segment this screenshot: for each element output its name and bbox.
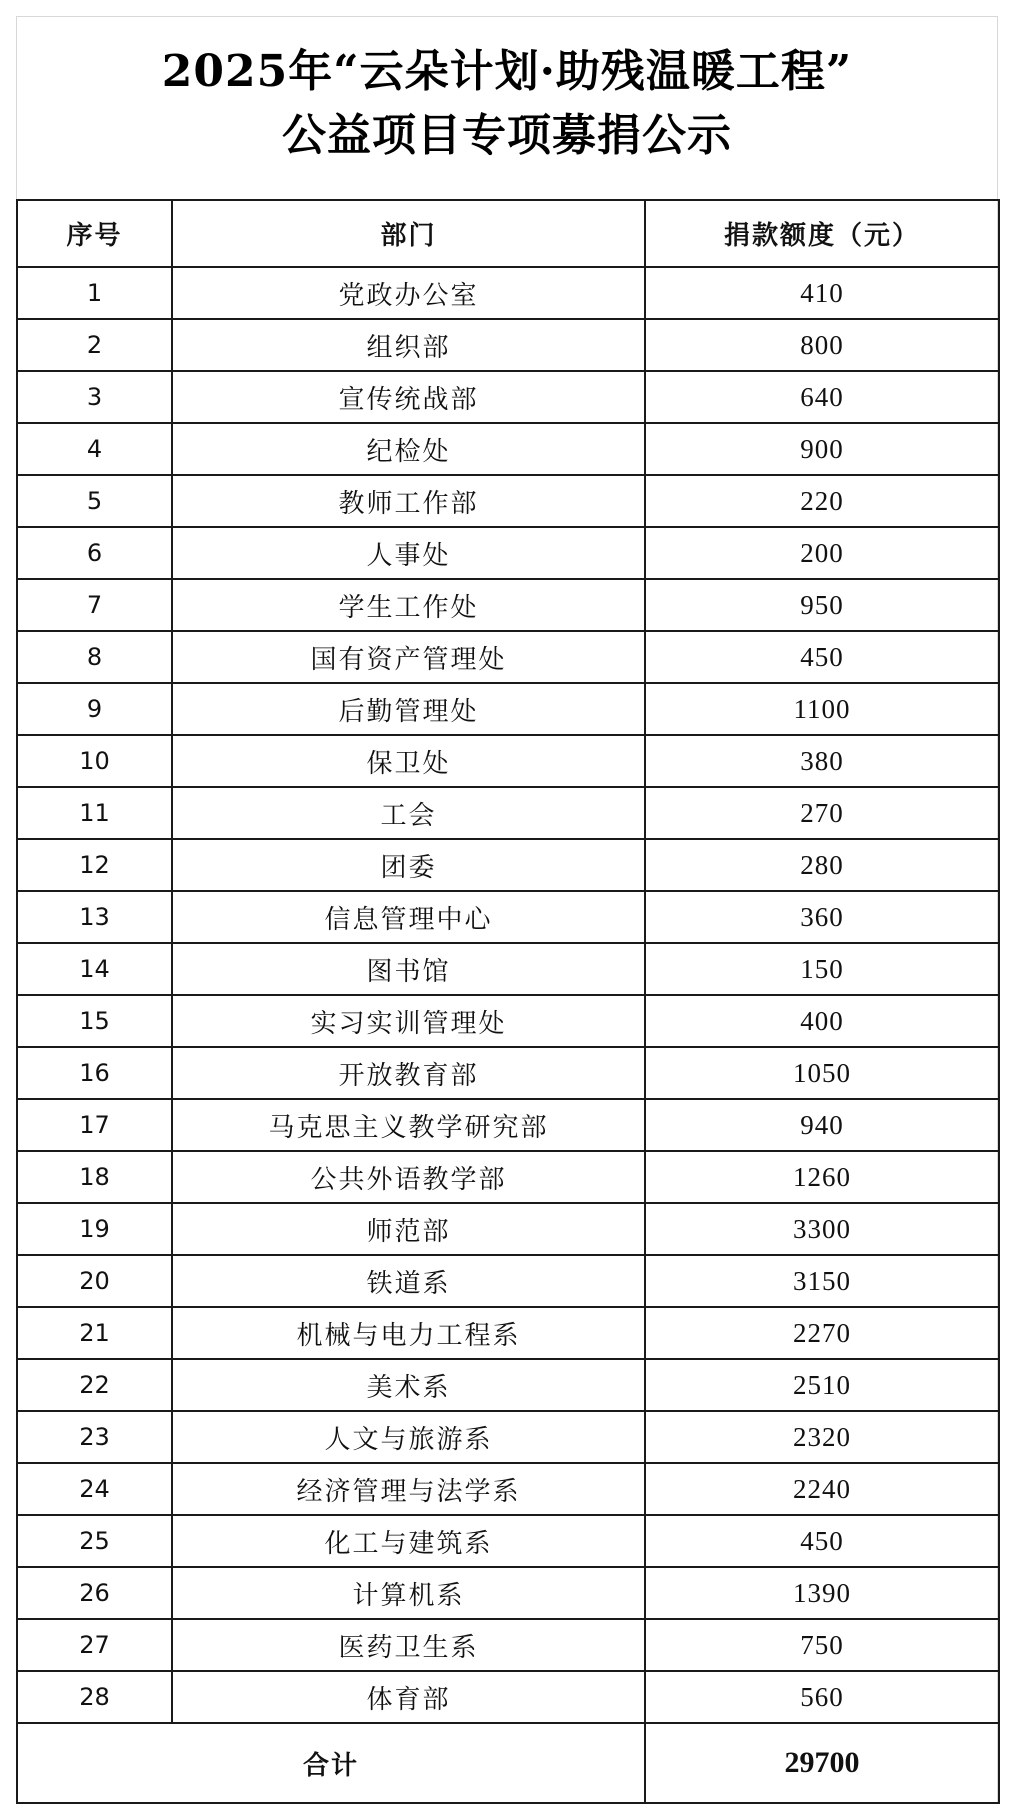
- row-department: 体育部: [172, 1671, 645, 1723]
- row-amount: 940: [645, 1099, 999, 1151]
- document-title: [17, 40, 997, 168]
- row-index: 27: [17, 1619, 172, 1671]
- row-department: 铁道系: [172, 1255, 645, 1307]
- row-index: 3: [17, 371, 172, 423]
- row-amount: 380: [645, 735, 999, 787]
- row-index: 4: [17, 423, 172, 475]
- row-department: 实习实训管理处: [172, 995, 645, 1047]
- row-department: 组织部: [172, 319, 645, 371]
- row-department: 后勤管理处: [172, 683, 645, 735]
- title-line-2: 公益项目专项募捐公示: [282, 110, 732, 161]
- row-department: 马克思主义教学研究部: [172, 1099, 645, 1151]
- row-amount: 1050: [645, 1047, 999, 1099]
- table-row: [17, 683, 999, 735]
- row-amount: 1100: [645, 683, 999, 735]
- row-department: 经济管理与法学系: [172, 1463, 645, 1515]
- row-index: 25: [17, 1515, 172, 1567]
- row-index: 1: [17, 267, 172, 319]
- row-department: 信息管理中心: [172, 891, 645, 943]
- row-amount: 150: [645, 943, 999, 995]
- table-row: [17, 1099, 999, 1151]
- table-row: [17, 267, 999, 319]
- table-header-row: [17, 200, 999, 267]
- table-row: [17, 1567, 999, 1619]
- table-row: [17, 1307, 999, 1359]
- row-amount: 900: [645, 423, 999, 475]
- row-amount: 400: [645, 995, 999, 1047]
- total-amount: 29700: [645, 1723, 999, 1803]
- row-index: 7: [17, 579, 172, 631]
- row-amount: 750: [645, 1619, 999, 1671]
- row-amount: 560: [645, 1671, 999, 1723]
- row-index: 20: [17, 1255, 172, 1307]
- table-row: [17, 1671, 999, 1723]
- row-amount: 2510: [645, 1359, 999, 1411]
- table-row: [17, 1411, 999, 1463]
- table-row: [17, 1359, 999, 1411]
- table-row: [17, 631, 999, 683]
- row-amount: 220: [645, 475, 999, 527]
- row-amount: 2270: [645, 1307, 999, 1359]
- row-index: 23: [17, 1411, 172, 1463]
- row-index: 16: [17, 1047, 172, 1099]
- row-index: 10: [17, 735, 172, 787]
- table-row: [17, 891, 999, 943]
- table-row: [17, 787, 999, 839]
- row-index: 26: [17, 1567, 172, 1619]
- row-index: 8: [17, 631, 172, 683]
- row-index: 18: [17, 1151, 172, 1203]
- table-row: [17, 1255, 999, 1307]
- title-line-1: 2025年“云朵计划·助残温暖工程”: [161, 46, 853, 97]
- header-amount: 捐款额度（元）: [645, 200, 999, 267]
- table-row: [17, 319, 999, 371]
- table-row: [17, 527, 999, 579]
- row-amount: 1390: [645, 1567, 999, 1619]
- table-row: [17, 943, 999, 995]
- table-row: [17, 475, 999, 527]
- header-department: 部门: [172, 200, 645, 267]
- row-amount: 280: [645, 839, 999, 891]
- row-department: 宣传统战部: [172, 371, 645, 423]
- row-department: 公共外语教学部: [172, 1151, 645, 1203]
- row-index: 19: [17, 1203, 172, 1255]
- row-department: 教师工作部: [172, 475, 645, 527]
- row-department: 化工与建筑系: [172, 1515, 645, 1567]
- row-amount: 200: [645, 527, 999, 579]
- row-index: 11: [17, 787, 172, 839]
- table-row: [17, 579, 999, 631]
- row-department: 学生工作处: [172, 579, 645, 631]
- header-index: 序号: [17, 200, 172, 267]
- table-row: [17, 1619, 999, 1671]
- row-amount: 1260: [645, 1151, 999, 1203]
- row-amount: 950: [645, 579, 999, 631]
- row-amount: 2320: [645, 1411, 999, 1463]
- row-department: 工会: [172, 787, 645, 839]
- row-department: 团委: [172, 839, 645, 891]
- row-amount: 450: [645, 631, 999, 683]
- row-department: 师范部: [172, 1203, 645, 1255]
- row-amount: 450: [645, 1515, 999, 1567]
- row-department: 纪检处: [172, 423, 645, 475]
- row-index: 13: [17, 891, 172, 943]
- row-department: 人文与旅游系: [172, 1411, 645, 1463]
- row-amount: 2240: [645, 1463, 999, 1515]
- row-department: 计算机系: [172, 1567, 645, 1619]
- table-row: [17, 1463, 999, 1515]
- row-index: 24: [17, 1463, 172, 1515]
- row-department: 开放教育部: [172, 1047, 645, 1099]
- row-index: 15: [17, 995, 172, 1047]
- row-index: 17: [17, 1099, 172, 1151]
- table-row: [17, 995, 999, 1047]
- row-index: 9: [17, 683, 172, 735]
- row-department: 人事处: [172, 527, 645, 579]
- row-department: 图书馆: [172, 943, 645, 995]
- total-row: [17, 1723, 999, 1803]
- table-row: [17, 735, 999, 787]
- row-department: 医药卫生系: [172, 1619, 645, 1671]
- row-amount: 270: [645, 787, 999, 839]
- row-amount: 3300: [645, 1203, 999, 1255]
- row-department: 美术系: [172, 1359, 645, 1411]
- row-amount: 640: [645, 371, 999, 423]
- row-department: 保卫处: [172, 735, 645, 787]
- row-department: 机械与电力工程系: [172, 1307, 645, 1359]
- row-index: 14: [17, 943, 172, 995]
- donation-table: [16, 199, 1000, 1804]
- row-amount: 800: [645, 319, 999, 371]
- row-amount: 410: [645, 267, 999, 319]
- row-department: 党政办公室: [172, 267, 645, 319]
- table-body: [17, 267, 999, 1723]
- table-row: [17, 1203, 999, 1255]
- row-index: 21: [17, 1307, 172, 1359]
- table-row: [17, 839, 999, 891]
- row-department: 国有资产管理处: [172, 631, 645, 683]
- row-index: 6: [17, 527, 172, 579]
- table-row: [17, 1515, 999, 1567]
- row-index: 5: [17, 475, 172, 527]
- row-index: 28: [17, 1671, 172, 1723]
- row-index: 12: [17, 839, 172, 891]
- table-row: [17, 1047, 999, 1099]
- row-amount: 360: [645, 891, 999, 943]
- row-index: 22: [17, 1359, 172, 1411]
- row-amount: 3150: [645, 1255, 999, 1307]
- table-row: [17, 1151, 999, 1203]
- table-row: [17, 371, 999, 423]
- table-row: [17, 423, 999, 475]
- row-index: 2: [17, 319, 172, 371]
- total-label: 合计: [17, 1723, 645, 1803]
